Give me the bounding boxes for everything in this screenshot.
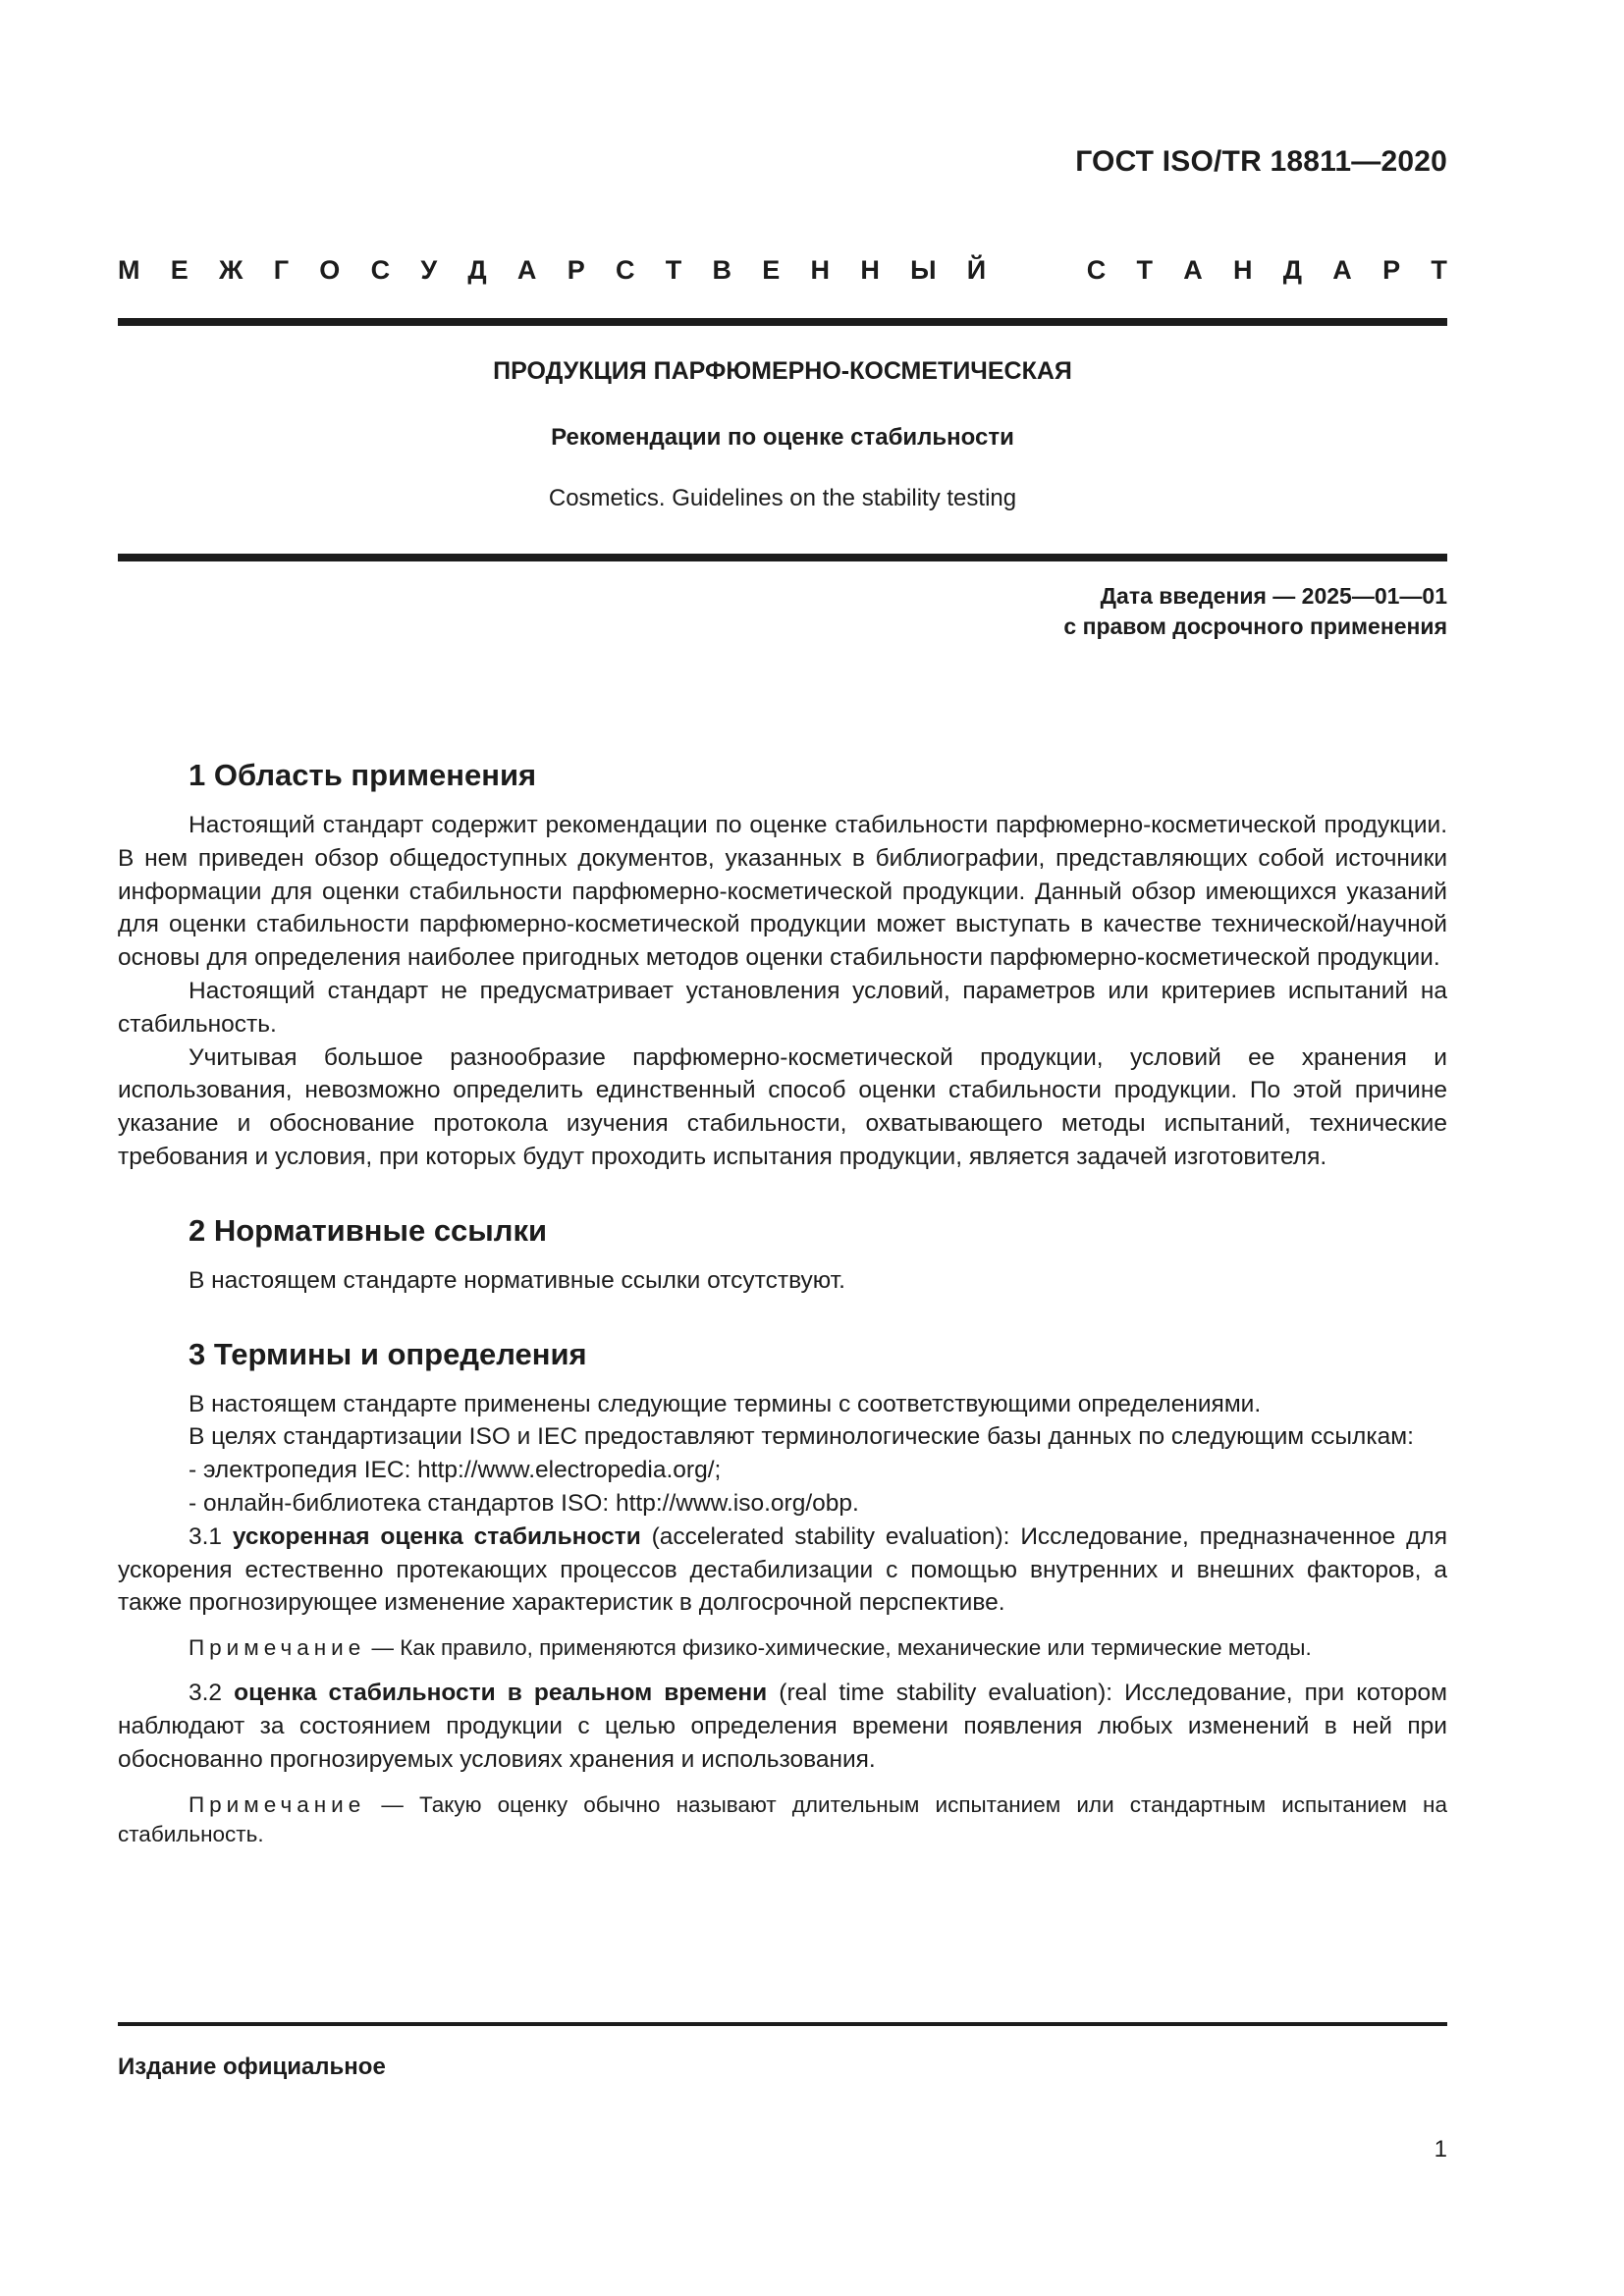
banner-letter: Д [467,254,487,285]
banner-letter: Е [762,254,781,285]
term-definition: (accelerated stability evaluation): Исследование, предназначенное для ускорения естественно протекающих процессов дестабилизации с помощью внутренних и внешних факторов, а также прогнозирующее изменение характеристик в долгосрочной перспективе. [118,1522,1447,1617]
document-body [118,756,1447,1849]
banner-letter: Ж [219,254,244,285]
standard-banner [118,253,1447,287]
section-1-paragraph: Настоящий стандарт не предусматривает установления условий, параметров или критериев испытаний на стабильность. [118,977,1447,1038]
note-text: — Такую оценку обычно называют длительным испытанием или стандартным испытанием на стабильность. [118,1791,1447,1846]
section-3-heading: 3 Термины и определения [189,1336,587,1371]
note-2 [118,1790,1447,1849]
term-3-1 [118,1521,1447,1620]
banner-letter: Н [860,254,880,285]
section-3-paragraph: В целях стандартизации ISO и IEC предоставляют терминологические базы данных по следующим ссылкам: [189,1423,1414,1451]
document-subtitle: Рекомендации по оценке стабильности [551,424,1014,451]
term-definition: (real time stability evaluation): Исследование, при котором наблюдают за состоянием продукции с целью определения времени появления любых изменений в ней при обоснованно прогнозируемых условиях хранения и использования. [118,1680,1447,1773]
banner-letter: У [420,254,438,285]
note-text: — Как правило, применяются физико-химические, механические или термические методы. [365,1635,1312,1661]
title-divider [118,554,1447,561]
term-name: ускоренная оценка стабильности [232,1522,641,1550]
section-2-paragraph: В настоящем стандарте нормативные ссылки отсутствуют. [189,1266,845,1294]
top-divider [118,318,1447,326]
banner-letter: Ы [910,254,937,285]
note-1 [118,1633,1447,1663]
term-name: оценка стабильности в реальном времени [234,1680,768,1707]
document-title-english: Cosmetics. Guidelines on the stability testing [548,485,1017,511]
banner-letter: М [118,254,140,285]
banner-letter: С [615,254,635,285]
document-title: ПРОДУКЦИЯ ПАРФЮМЕРНО-КОСМЕТИЧЕСКАЯ [493,357,1072,385]
introduction-date: Дата введения — 2025—01—01 [1100,583,1447,609]
introduction-date-block [1063,581,1447,642]
footer-divider [118,2022,1447,2026]
banner-letter: Р [567,254,585,285]
banner-letter: Г [273,254,290,285]
banner-letter: Н [1233,254,1253,285]
banner-letter: Е [170,254,189,285]
banner-letter: А [1332,254,1352,285]
banner-letter: Т [1136,254,1153,285]
section-1-heading: 1 Область применения [189,758,537,792]
list-item: - электропедия IEC: http://www.electropedia.org/; [189,1457,722,1484]
official-edition-label: Издание официальное [118,2054,386,2080]
term-3-2 [118,1677,1447,1776]
banner-letter: С [1086,254,1107,285]
banner-letter: А [1183,254,1203,285]
list-item: - онлайн-библиотека стандартов ISO: http://www.iso.org/obp. [189,1489,859,1517]
document-code: ГОСТ ISO/TR 18811—2020 [1075,145,1447,178]
page-number: 1 [1434,2136,1447,2163]
banner-letter: Й [966,254,987,285]
banner-letter: В [712,254,731,285]
banner-letter: Т [665,254,682,285]
term-number: 3.2 [189,1680,235,1707]
note-label: Примечание [189,1635,366,1661]
banner-letter: Н [810,254,831,285]
section-1-paragraph: Настоящий стандарт содержит рекомендации по оценке стабильности парфюмерно-косметической продукции. В нем приведен обзор общедоступных документов, указанных в библиографии, представляющих собой источники информации для оценки стабильности парфюмерно-косметической продукции. Данный обзор имеющихся указаний для оценки стабильности парфюмерно-косметической продукции может выступать в качестве технической/научной основы для определения наиболее пригодных методов оценки стабильности парфюмерно-косметической продукции. [118,812,1447,972]
banner-letter: С [370,254,391,285]
banner-letter: А [516,254,537,285]
note-label: Примечание [189,1791,366,1817]
banner-letter: Р [1382,254,1401,285]
early-application-note: с правом досрочного применения [1063,614,1447,639]
banner-letter: Т [1431,254,1447,285]
section-2-heading: 2 Нормативные ссылки [189,1212,548,1248]
section-3-paragraph: В настоящем стандарте применены следующие термины с соответствующими определениями. [189,1390,1262,1417]
term-number: 3.1 [189,1522,233,1550]
banner-letter: О [319,254,341,285]
banner-letter: Д [1282,254,1303,285]
section-1-paragraph: Учитывая большое разнообразие парфюмерно-косметической продукции, условий ее хранения и использования, невозможно определить единственный способ оценки стабильности продукции. По этой причине указание и обоснование протокола изучения стабильности, охватывающего методы испытаний, технические требования и условия, при которых будут проходить испытания продукции, является задачей изготовителя. [118,1043,1447,1170]
